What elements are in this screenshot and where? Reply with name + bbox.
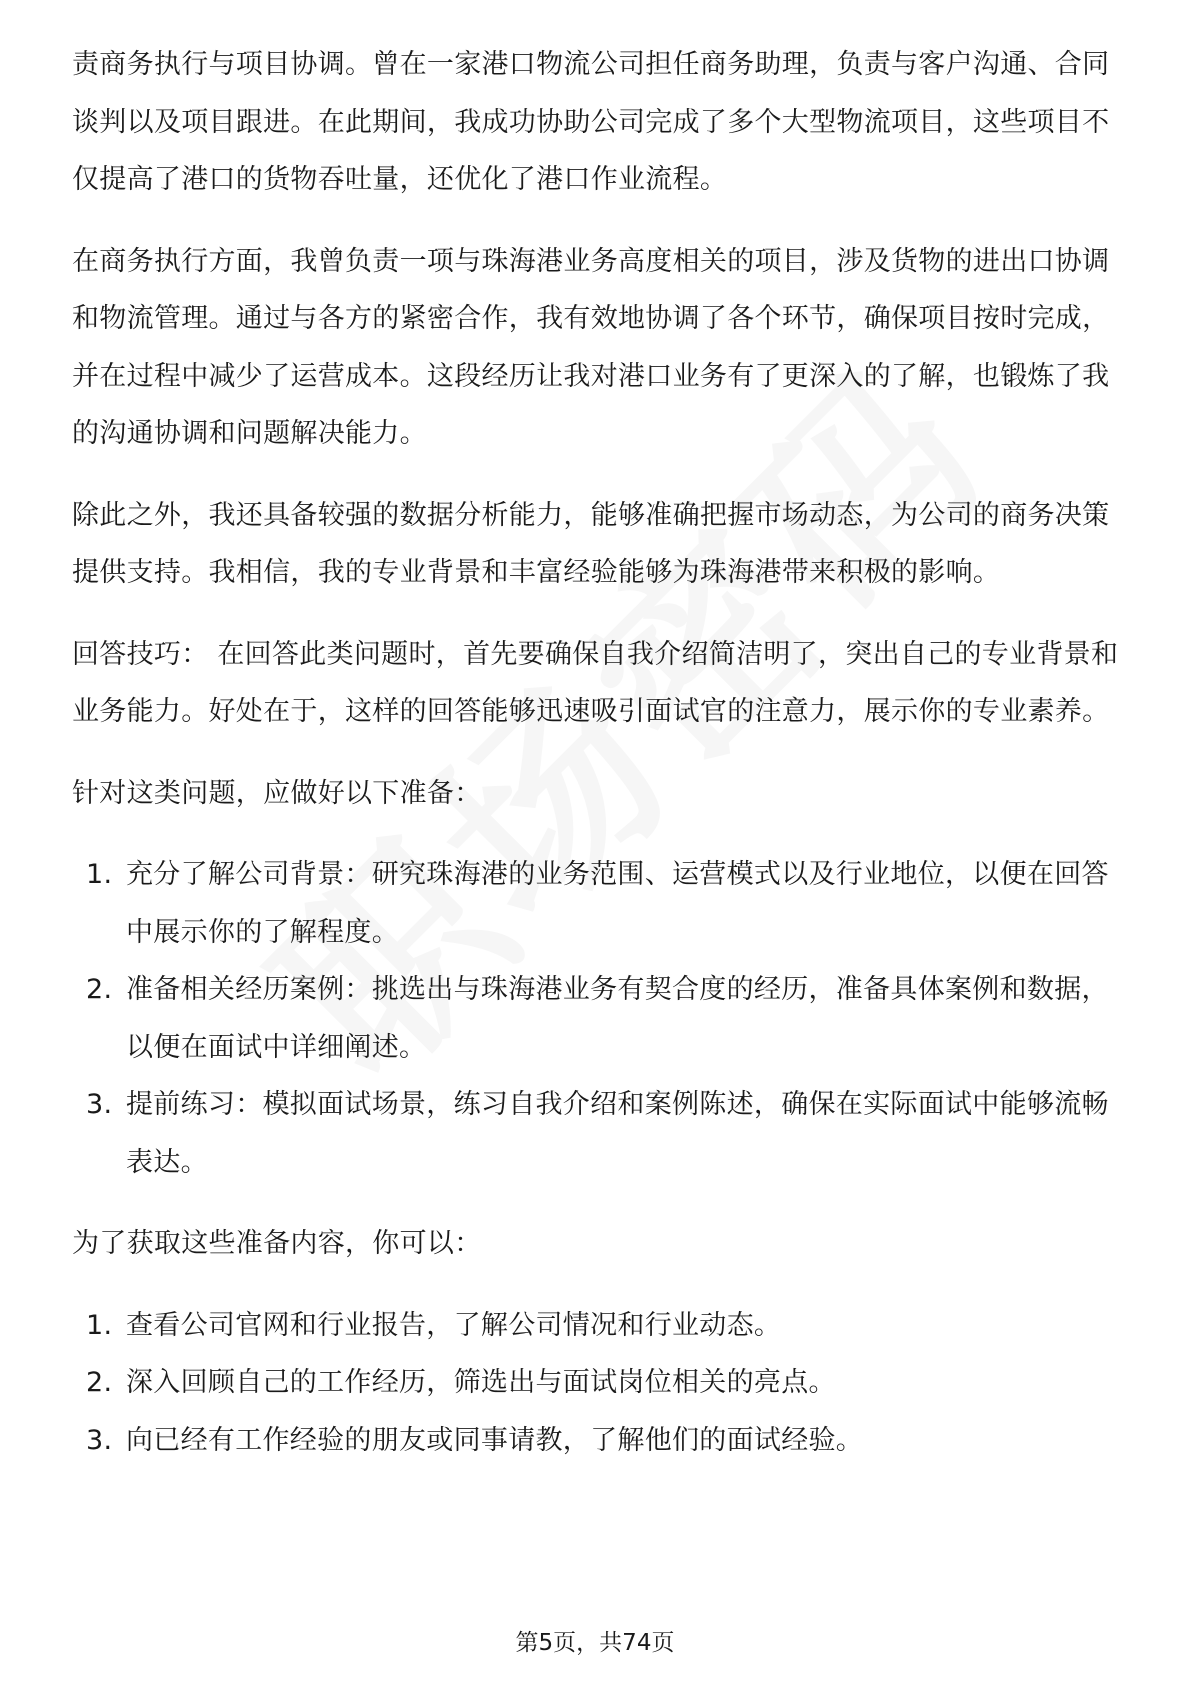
list-item-text: 准备相关经历案例：挑选出与珠海港业务有契合度的经历，准备具体案例和数据，以便在面试中详细阐述。 [126, 974, 1109, 1063]
paragraph-how-to-get: 为了获取这些准备内容，你可以： [72, 1228, 482, 1259]
list-item [72, 846, 1122, 961]
resource-list [72, 1297, 1122, 1470]
paragraph-prep-intro: 针对这类问题，应做好以下准备： [72, 777, 482, 809]
paragraph-experience: 责商务执行与项目协调。曾在一家港口物流公司担任商务助理，负责与客户沟通、合同谈判以及项目跟进。在此期间，我成功协助公司完成了多个大型物流项目，这些项目不仅提高了港口的货物吞吐量，还优化了港口作业流程。 [72, 49, 1110, 195]
list-item [72, 1412, 1122, 1470]
list-item [72, 1297, 1122, 1355]
list-number: 3. [86, 1424, 113, 1456]
list-number: 2. [86, 1367, 113, 1398]
list-item-text: 充分了解公司背景：研究珠海港的业务范围、运营模式以及行业地位，以便在回答中展示你的了解程度。 [126, 859, 1109, 948]
list-item-text: 提前练习：模拟面试场景，练习自我介绍和案例陈述，确保在实际面试中能够流畅表达。 [126, 1089, 1109, 1178]
prep-list [72, 846, 1122, 1191]
list-number: 3. [86, 1089, 113, 1120]
list-item [72, 1354, 1122, 1412]
list-item-text: 深入回顾自己的工作经历，筛选出与面试岗位相关的亮点。 [126, 1367, 836, 1398]
list-item [72, 1076, 1122, 1191]
page-footer: 第5页，共74页 [515, 1630, 675, 1656]
paragraph-answer-tips: 回答技巧： 在回答此类问题时，首先要确保自我介绍简洁明了，突出自己的专业背景和业务能力。好处在于，这样的回答能够迅速吸引面试官的注意力，展示你的专业素养。 [72, 638, 1119, 727]
document-body [72, 36, 1122, 1493]
paragraph-business-execution: 在商务执行方面，我曾负责一项与珠海港业务高度相关的项目，涉及货物的进出口协调和物流管理。通过与各方的紧密合作，我有效地协调了各个环节，确保项目按时完成，并在过程中减少了运营成本。这段经历让我对港口业务有了更深入的了解，也锻炼了我的沟通协调和问题解决能力。 [72, 245, 1110, 449]
list-item [72, 961, 1122, 1076]
paragraph-data-analysis: 除此之外，我还具备较强的数据分析能力，能够准确把握市场动态，为公司的商务决策提供支持。我相信，我的专业背景和丰富经验能够为珠海港带来积极的影响。 [72, 499, 1110, 588]
list-item-text: 向已经有工作经验的朋友或同事请教，了解他们的面试经验。 [126, 1424, 864, 1456]
list-number: 1. [86, 859, 113, 890]
list-item-text: 查看公司官网和行业报告，了解公司情况和行业动态。 [126, 1309, 782, 1341]
list-number: 2. [86, 974, 113, 1005]
list-number: 1. [86, 1309, 113, 1341]
